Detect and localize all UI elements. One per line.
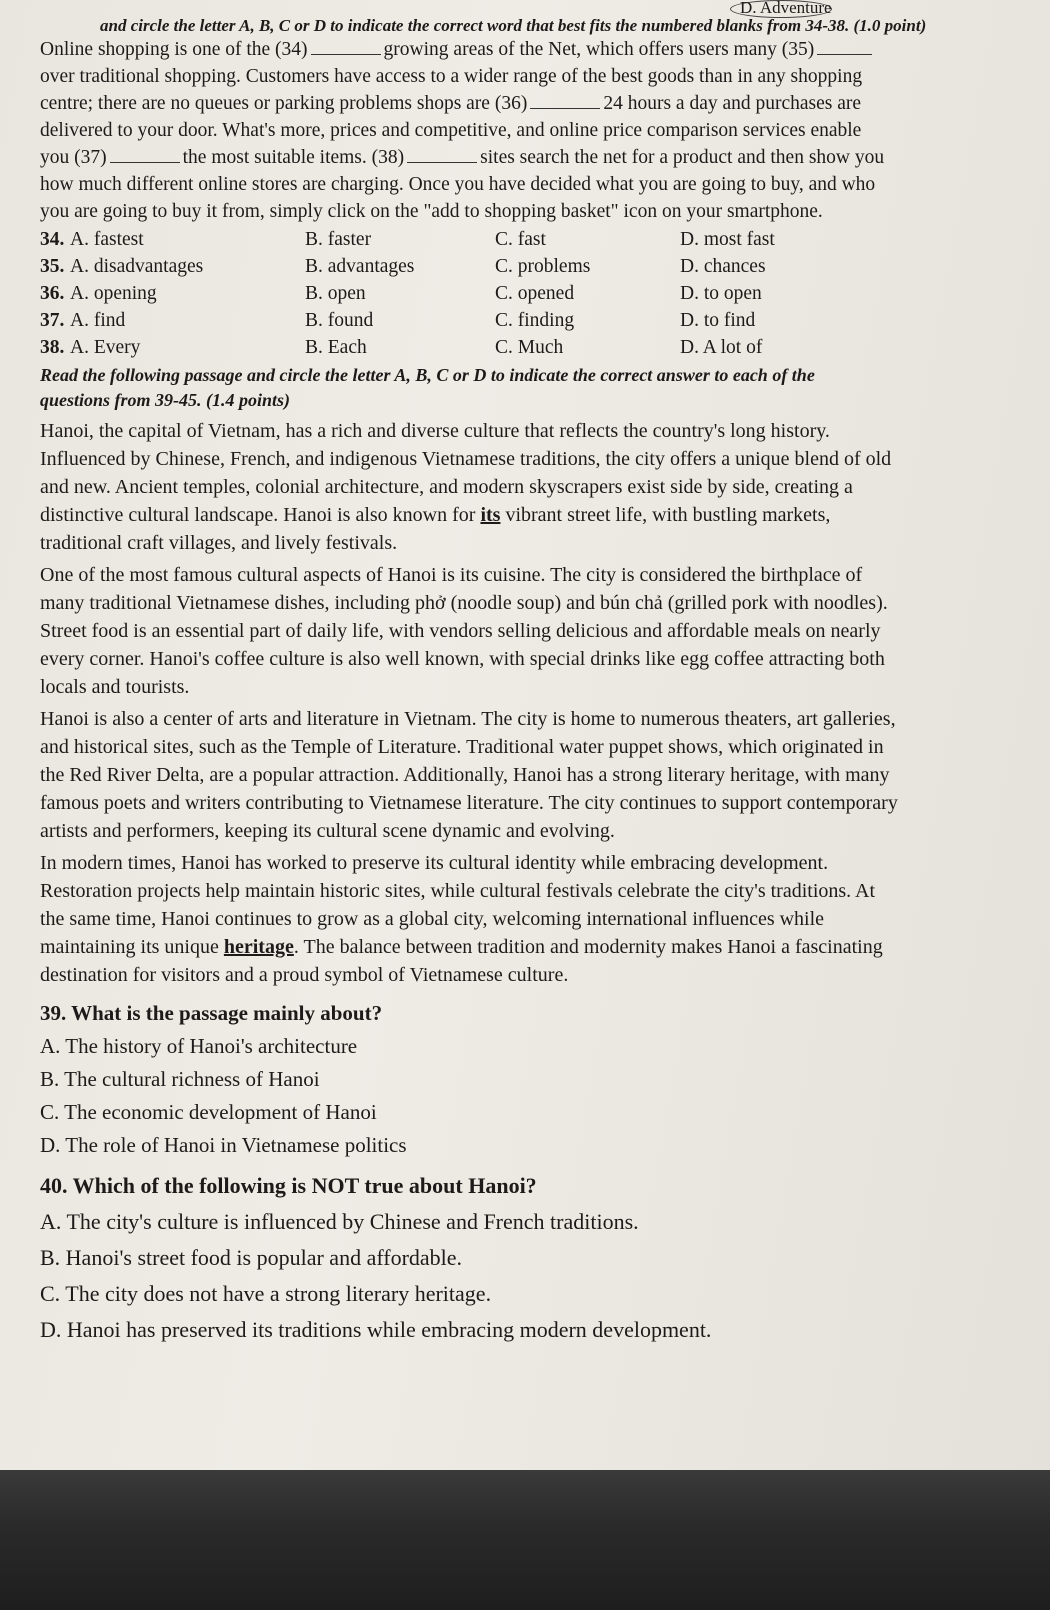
passage1-line6: how much different online stores are charging. Once you have decided what you are going to buy, and who [40,174,876,195]
blank-37[interactable] [110,162,180,163]
option-38c[interactable]: C. Much [495,337,564,358]
option-36b[interactable]: B. open [305,283,366,304]
option-40b[interactable]: B. Hanoi's street food is popular and affordable. [40,1245,463,1270]
option-34d[interactable]: D. most fast [680,229,775,250]
underlined-word-heritage: heritage [223,936,294,958]
instruction-39-45-cont: questions from 39-45. (1.4 points) [40,390,291,410]
option-35d[interactable]: D. chances [680,256,766,277]
option-35c[interactable]: C. problems [495,256,591,277]
option-36c[interactable]: C. opened [495,283,575,304]
para2-line4: every corner. Hanoi's coffee culture is also well known, with special drinks like egg coffee attracting both [40,648,885,670]
para2-line3: Street food is an essential part of daily life, with vendors selling delicious and affordable meals on nearly [40,620,881,642]
instruction-34-38: and circle the letter A, B, C or D to indicate the correct word that best fits the numbered blanks from 34-38. (1.0 point) [100,16,927,35]
para3-line5: artists and performers, keeping its cultural scene dynamic and evolving. [40,820,615,842]
option-37c[interactable]: C. finding [495,310,575,331]
option-40a[interactable]: A. The city's culture is influenced by Chinese and French traditions. [40,1209,639,1234]
option-38b[interactable]: B. Each [305,337,367,358]
option-37b[interactable]: B. found [305,310,374,331]
passage1-line1: Online shopping is one of the (34) growing areas of the Net, which offers users many (35) [40,36,1000,63]
para2-line1: One of the most famous cultural aspects of Hanoi is its cuisine. The city is considered the birthplace of [40,564,863,586]
blank-38[interactable] [407,162,477,163]
option-38d[interactable]: D. A lot of [680,337,763,358]
option-34c[interactable]: C. fast [495,229,546,250]
worksheet: D. Adventure and circle the letter A, B, C or D to indicate the correct word that best fits the numbered blanks from 34-38. (1.0 point) Online shopping is one of the (34) growing areas of the Net, which offers users many (35) over traditional shopping. Customers have access to a wider range of the best goods than in any shopping centre; there are no queues or parking problems shops are (36) 24 hours a day and purchases are delivered to your door. What's more, prices and competitive, and online price comparison services enable you (37) the most suitable items. (38) sites search the net for a product and then show you how much different online stores are charging. Once you have decided what you are going to buy, and who you are going to buy it from, simply click on the "add to shopping basket" icon on your smartphone. 34. A. fastest B. faster C. fast D. most fast 35. A. disadvantages B. advantages C. problems D. chances 36. A. opening B. open C. opened D. to open 37. A. find B. found C. finding D. to find 38. A. Every B. Each C. Much D. A lot of Read the following passage and circle the letter A, B, C or D to indicate the correct answer to each of the questions from 39-45. (1.4 points) Hanoi, the capital of Vietnam, has a rich and diverse culture that reflects the country's long history. Influenced by Chinese, French, and indigenous Vietnamese traditions, the city offers a unique blend of old and new. Ancient temples, colonial architecture, and modern skyscrapers exist side by side, creating a distinctive cultural landscape. Hanoi is also known for its vibrant street life, with bustling markets, traditional craft villages, and lively festivals. One of the most famous cultural aspects of Hanoi is its cuisine. The city is considered the birthplace of many traditional Vietnamese dishes, including phở (noodle soup) and bún chả (grilled pork with noodles). Street food is an essential part of daily life, with vendors selling delicious and affordable meals on nearly every corner. Hanoi's coffee culture is also well known, with special drinks like egg coffee attracting both locals and tourists. Hanoi is also a center of arts and literature in Vietnam. The city is home to numerous theaters, art galleries, and historical sites, such as the Temple of Literature. Traditional water puppet shows, which originated in the Red River Delta, are a popular attraction. Additionally, Hanoi has a strong literary heritage, with many famous poets and writers contributing to Vietnamese literature. The city continues to support contemporary artists and performers, keeping its cultural scene dynamic and evolving. In modern times, Hanoi has worked to preserve its cultural identity while embracing development. Restoration projects help maintain historic sites, while cultural festivals celebrate the city's traditions. At the same time, Hanoi continues to grow as a global city, welcoming international influences while maintaining its unique heritage. The balance between tradition and modernity makes Hanoi a fascinating destination for visitors and a proud symbol of Vietnamese culture. 39. What is the passage mainly about? A. The history of Hanoi's architecture B. The cultural richness of Hanoi C. The economic development of Hanoi D. The role of Hanoi in Vietnamese politics 40. Which of the following is NOT true about Hanoi? A. The city's culture is influenced by Chinese and French traditions. B. Hanoi's street food is popular and affordable. C. The city does not have a strong literary heritage. D. Hanoi has preserved its traditions while embracing modern development. [40,0,1040,1470]
para4-line2: Restoration projects help maintain historic sites, while cultural festivals celebrate the city's traditions. At [40,880,876,902]
para1-line2: Influenced by Chinese, French, and indigenous Vietnamese traditions, the city offers a unique blend of old [40,448,892,470]
passage1-line5: you (37) the most suitable items. (38) sites search the net for a product and then show you [40,147,885,168]
para3-line2: and historical sites, such as the Temple of Literature. Traditional water puppet shows, which originated in [40,736,884,758]
question-39-text: 39. What is the passage mainly about? [40,1001,383,1025]
para4-line4: maintaining its unique heritage. The balance between tradition and modernity makes Hanoi a fascinating [40,936,883,958]
passage1-line2: over traditional shopping. Customers have access to a wider range of the best goods than in any shopping [40,66,863,87]
option-39b[interactable]: B. The cultural richness of Hanoi [40,1067,320,1091]
para4-line5: destination for visitors and a proud symbol of Vietnamese culture. [40,964,569,986]
option-39c[interactable]: C. The economic development of Hanoi [40,1100,377,1124]
blank-34[interactable] [311,54,381,55]
para1-line5: traditional craft villages, and lively festivals. [40,532,398,554]
option-38a[interactable]: A. Every [70,337,141,358]
option-36d[interactable]: D. to open [680,283,762,304]
option-40d[interactable]: D. Hanoi has preserved its traditions while embracing modern development. [40,1317,712,1342]
para4-line3: the same time, Hanoi continues to grow as a global city, welcoming international influences while [40,908,825,930]
instruction-39-45: Read the following passage and circle the letter A, B, C or D to indicate the correct answer to each of the [40,365,815,385]
option-34a[interactable]: A. fastest [70,229,144,250]
option-34b[interactable]: B. faster [305,229,372,250]
option-36a[interactable]: A. opening [70,283,157,304]
option-37a[interactable]: A. find [70,310,126,331]
underlined-word-its: its [480,504,501,526]
para3-line3: the Red River Delta, are a popular attraction. Additionally, Hanoi has a strong literary heritage, with many [40,764,890,786]
top-option-adventure: D. Adventure [740,0,832,17]
blank-35[interactable] [817,54,872,55]
dark-background [0,1470,1050,1610]
option-39d[interactable]: D. The role of Hanoi in Vietnamese politics [40,1133,407,1157]
blank-36[interactable] [530,108,600,109]
para3-line1: Hanoi is also a center of arts and literature in Vietnam. The city is home to numerous theaters, art galleries, [40,708,896,730]
passage1-line7: you are going to buy it from, simply click on the "add to shopping basket" icon on your smartphone. [40,201,823,222]
option-35b[interactable]: B. advantages [305,256,415,277]
para2-line2: many traditional Vietnamese dishes, including phở (noodle soup) and bún chả (grilled pork with noodles). [40,592,888,614]
passage1-line3: centre; there are no queues or parking problems shops are (36) 24 hours a day and purchases are [40,93,862,114]
para1-line4: distinctive cultural landscape. Hanoi is also known for its vibrant street life, with bustling markets, [40,504,831,526]
passage1-line4: delivered to your door. What's more, prices and competitive, and online price comparison services enable [40,120,862,141]
para3-line4: famous poets and writers contributing to Vietnamese literature. The city continues to support contemporary [40,792,898,814]
para2-line5: locals and tourists. [40,676,190,698]
para1-line1: Hanoi, the capital of Vietnam, has a rich and diverse culture that reflects the country's long history. [40,420,830,442]
para4-line1: In modern times, Hanoi has worked to preserve its cultural identity while embracing development. [40,852,829,874]
question-40-text: 40. Which of the following is NOT true about Hanoi? [40,1173,537,1198]
para1-line3: and new. Ancient temples, colonial architecture, and modern skyscrapers exist side by side, creating a [40,476,853,498]
option-35a[interactable]: A. disadvantages [70,256,204,277]
option-40c[interactable]: C. The city does not have a strong literary heritage. [40,1281,492,1306]
option-39a[interactable]: A. The history of Hanoi's architecture [40,1034,358,1058]
option-37d[interactable]: D. to find [680,310,756,331]
